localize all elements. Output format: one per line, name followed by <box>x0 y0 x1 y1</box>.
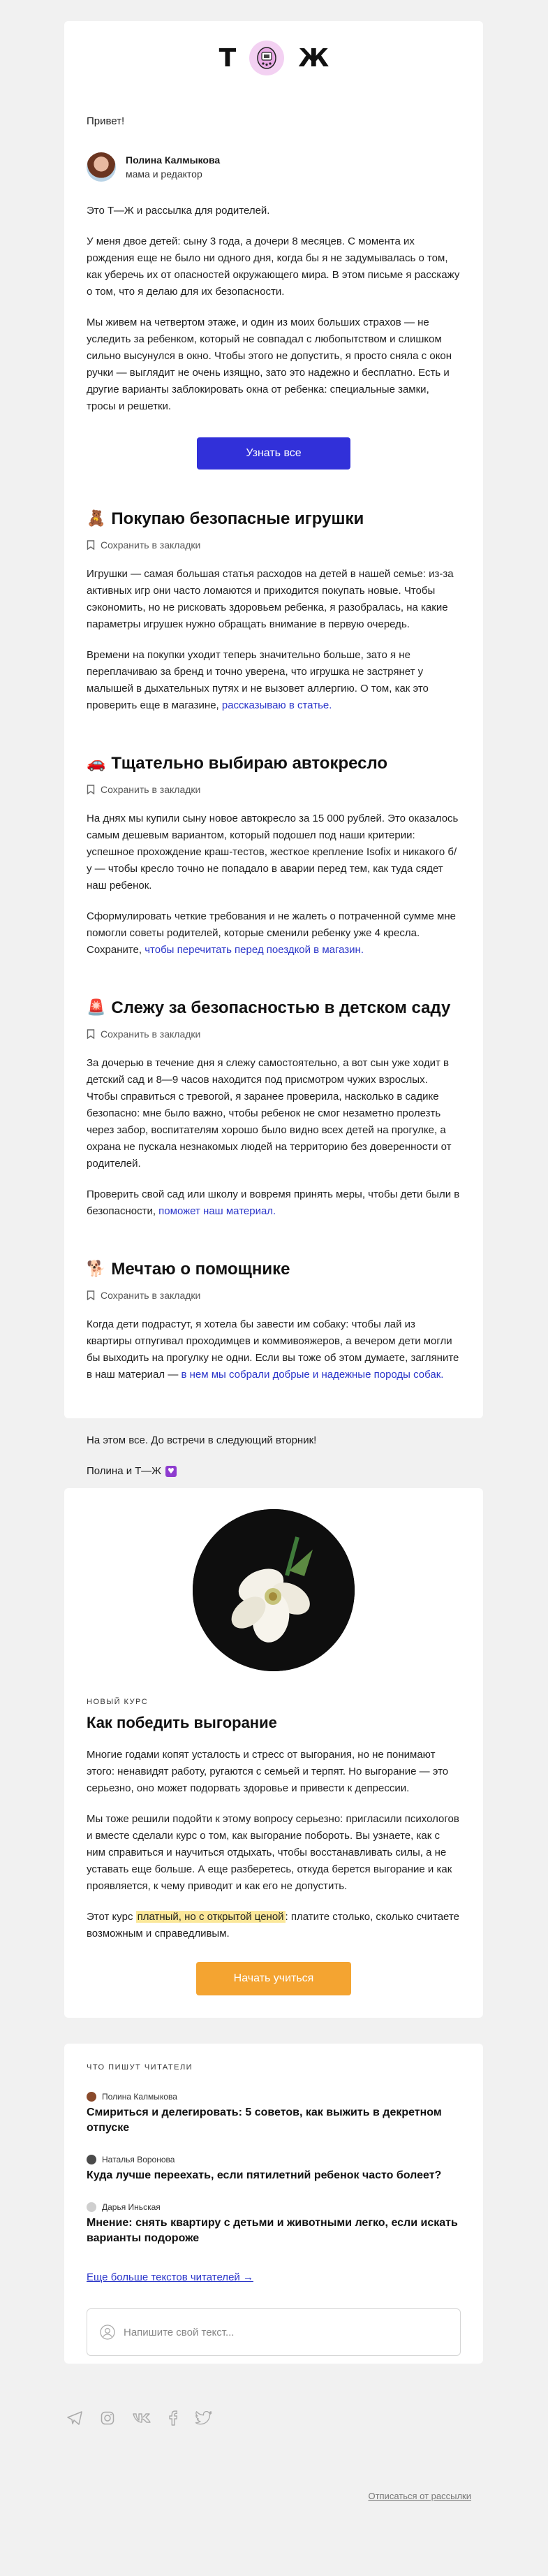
section-paragraph: За дочерью в течение дня я слежу самостоятельно, а вот сын уже ходит в детский сад и 8—9 часов находится под присмотром чужих взрослых. Чтобы справиться с тревогой, я заранее проверила, насколько в садике безопасно: мне было важно, чтобы ребенок не смог незаметно пролезть через забор, воспитателям хорошо было видно всех детей на прогулке, а охрана не пускала незнакомых людей на территорию без доверенности от родителей. <box>87 1057 452 1170</box>
more-reader-texts-link[interactable]: Еще больше текстов читателей → <box>87 2271 253 2283</box>
siren-icon: 🚨 <box>87 999 106 1017</box>
flower-image <box>193 1509 355 1671</box>
course-paragraph: Мы тоже решили подойти к этому вопросу серьезно: пригласили психологов и вместе сделали курс о том, как выгорание побороть. Вы узнаете, как с ним справиться и научиться отдыхать, чтобы восстанавливать силы, а не уставать еще больше. А еще разберетесь, откуда берется выгорание и как проявляется, к чему приводит и как его не допустить. <box>87 1813 459 1892</box>
comment-placeholder: Напишите свой текст... <box>124 2326 235 2338</box>
signature: Полина и Т—Ж ♥ <box>87 1463 461 1480</box>
intro-paragraph: У меня двое детей: сыну 3 года, а дочери 8 месяцев. С момента их рождения еще не было ни одного дня, когда бы я не задумывалась о том, как уберечь их от опасностей окружающего мира. В этом письме я расскажу о том, что я делаю для их безопасности. <box>87 235 460 298</box>
telegram-icon[interactable] <box>67 2411 82 2429</box>
section-paragraph: Игрушки — самая большая статья расходов на детей в нашей семье: из-за активных игр они часто ломаются и приходится покупать новые. Чтобы сэкономить, но не рисковать здоровьем ребенка, я разобралась, на какие параметры игрушек нужно обращать внимание в первую очередь. <box>87 568 454 630</box>
unsubscribe-link[interactable]: Отписаться от рассылки <box>368 2491 471 2501</box>
section-car-seat <box>87 753 461 959</box>
user-icon <box>100 2324 115 2340</box>
section-title: Покупаю безопасные игрушки <box>111 509 364 528</box>
social-links <box>67 2410 212 2429</box>
section-title: Слежу за безопасностью в детском саду <box>111 998 451 1017</box>
bookmark-button[interactable]: Сохранить в закладки <box>87 784 461 795</box>
outro-text: На этом все. До встречи в следующий вторник! <box>87 1434 317 1446</box>
vk-icon[interactable] <box>133 2413 151 2427</box>
article-link[interactable]: поможет наш материал. <box>158 1205 276 1217</box>
tamagotchi-icon <box>249 41 284 75</box>
heart-icon: ♥ <box>165 1466 177 1477</box>
section-title: Мечтаю о помощнике <box>111 1260 290 1279</box>
bookmark-icon <box>87 1029 95 1039</box>
bookmark-icon <box>87 1290 95 1300</box>
avatar <box>87 2202 96 2212</box>
course-title: Как победить выгорание <box>87 1714 277 1731</box>
list-item[interactable] <box>87 2091 461 2136</box>
logo[interactable] <box>64 21 483 95</box>
readers-card <box>64 2044 483 2364</box>
write-text-input[interactable] <box>87 2308 461 2356</box>
avatar <box>87 2155 96 2164</box>
bookmark-icon <box>87 540 95 550</box>
course-card <box>64 1488 483 2018</box>
author-role: мама и редактор <box>126 168 202 180</box>
course-kicker: НОВЫЙ КУРС <box>87 1698 149 1706</box>
avatar <box>87 2092 96 2102</box>
list-item[interactable] <box>87 2202 461 2246</box>
dog-icon: 🐕 <box>87 1260 106 1278</box>
instagram-icon[interactable] <box>101 2411 114 2429</box>
section-paragraph: Когда дети подрастут, я хотела бы завести им собаку: чтобы лай из квартиры отпугивал проходимцев и коммивояжеров, а вечером дети могли бы выходить на прогулку не одни. Если вы тоже об этом думаете, загляните в наш материал — в нем мы собрали добрые и надежные породы собак. <box>87 1318 459 1381</box>
section-dog <box>87 1259 461 1383</box>
article-link[interactable]: рассказываю в статье. <box>221 699 332 711</box>
teddy-bear-icon: 🧸 <box>87 510 106 527</box>
article-link[interactable]: в нем мы собрали добрые и надежные породы собак. <box>181 1369 444 1381</box>
intro-paragraph: Это Т—Ж и рассылка для родителей. <box>87 205 270 217</box>
facebook-icon[interactable] <box>169 2410 177 2429</box>
avatar <box>87 152 116 182</box>
readers-kicker: ЧТО ПИШУТ ЧИТАТЕЛИ <box>87 2063 193 2072</box>
course-paragraph: Многие годами копят усталость и стресс от выгорания, но не понимают этого: ненавидят работу, ругаются с семьей и терпят. Но выгорание — это серьезно, оно может подорвать здоровье и привести к депрессии. <box>87 1749 449 1794</box>
reader-author: Наталья Воронова <box>102 2155 175 2164</box>
bookmark-button[interactable]: Сохранить в закладки <box>87 1028 461 1040</box>
article-link[interactable]: чтобы перечитать перед поездкой в магазин. <box>145 944 364 956</box>
highlight: платный, но с открытой ценой <box>137 1911 284 1923</box>
reader-title[interactable]: Смириться и делегировать: 5 советов, как выжить в декретном отпуске <box>87 2106 442 2134</box>
logo-letter-zh: Ж <box>298 43 329 73</box>
reader-author: Дарья Иньская <box>102 2202 161 2212</box>
section-paragraph: На днях мы купили сыну новое автокресло за 15 000 рублей. Это оказалось самым дешевым вариантом, который подошел под наши критерии: успешное прохождение краш-тестов, жесткое крепление Isofix и никакого б/у — чтобы кресло точно не попадало в аварии перед тем, как туда сядет наш ребенок. <box>87 813 459 892</box>
reader-title[interactable]: Мнение: снять квартиру с детьми и животными легко, если искать варианты подороже <box>87 2217 458 2244</box>
section-title: Тщательно выбираю автокресло <box>111 754 388 773</box>
logo-letter-t: Т <box>219 43 236 73</box>
bookmark-button[interactable]: Сохранить в закладки <box>87 1290 461 1301</box>
course-paragraph: Этот курс платный, но с открытой ценой : платите столько, сколько считаете возможным и справедливым. <box>87 1911 459 1940</box>
section-kindergarten <box>87 998 461 1220</box>
reader-title[interactable]: Куда лучше переехать, если пятилетний ребенок часто болеет? <box>87 2169 442 2181</box>
greeting: Привет! <box>87 115 125 127</box>
list-item[interactable] <box>87 2154 461 2183</box>
author-name: Полина Калмыкова <box>126 154 221 166</box>
car-icon: 🚗 <box>87 755 106 772</box>
section-paragraph: Проверить свой сад или школу и вовремя принять меры, чтобы дети были в безопасности, поможет наш материал. <box>87 1188 460 1217</box>
twitter-icon[interactable] <box>195 2411 212 2429</box>
reader-author: Полина Калмыкова <box>102 2092 177 2102</box>
bookmark-button[interactable]: Сохранить в закладки <box>87 539 461 551</box>
bookmark-icon <box>87 785 95 794</box>
section-paragraph: Времени на покупки уходит теперь значительно больше, зато я не переплачиваю за бренд и точно уверена, что игрушка не застрянет у малышей в дыхательных путях и не вызовет аллергию. О том, как это проверить еще в магазине, рассказываю в статье. <box>87 649 429 711</box>
intro-paragraph: Мы живем на четвертом этаже, и один из моих больших страхов — не уследить за ребенком, который не совпадал с любопытством и слишком сильно высунулся в окно. Чтобы этого не допустить, я просто сняла с окон ручки — выглядит не очень изящно, зато это надежно и бесплатно. Есть и другие варианты заблокировать окна от ребенка: специальные замки, тросы и решетки. <box>87 316 452 412</box>
section-paragraph: Сформулировать четкие требования и не жалеть о потраченной сумме мне помогли советы родителей, которые сменили ребенку уже 4 кресла. Сохраните, чтобы перечитать перед поездкой в магазин. <box>87 910 456 956</box>
start-learning-button[interactable]: Начать учиться <box>196 1962 351 1995</box>
newsletter-card <box>64 21 483 1477</box>
author-block <box>87 152 461 182</box>
section-toys <box>87 509 461 714</box>
learn-all-button[interactable]: Узнать все <box>197 437 350 470</box>
